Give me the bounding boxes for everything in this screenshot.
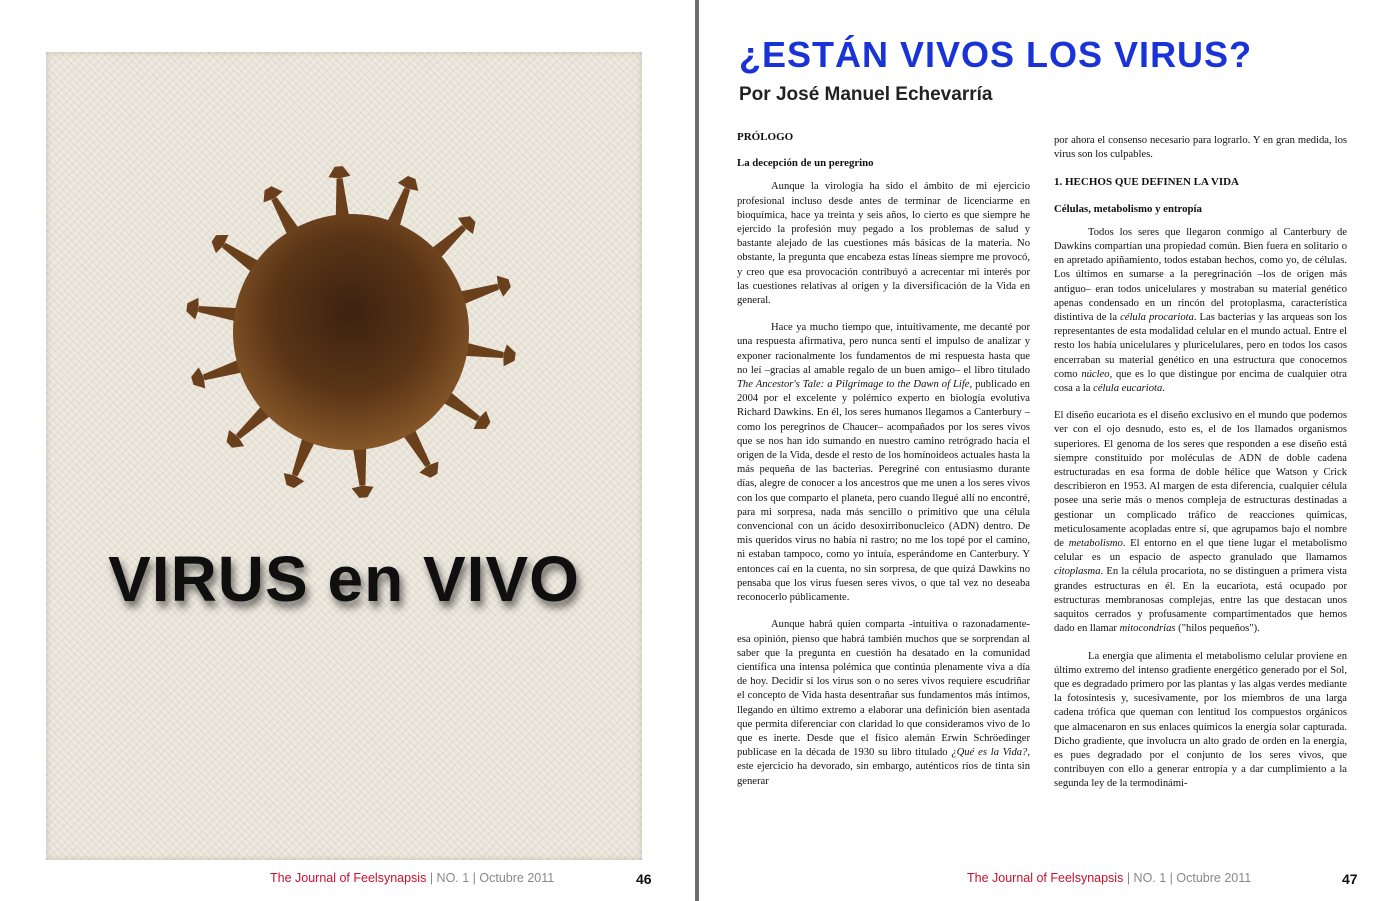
section-subheading: Células, metabolismo y entropía [1054, 202, 1202, 215]
footer-separator: | [426, 871, 437, 885]
footer-separator: | [1123, 871, 1134, 885]
paragraph: Aunque la virología ha sido el ámbito de mi ejercicio profesional incluso desde antes de terminar de licenciarme en bioquímica, hace ya treinta y seis años, lo cierto es que siempre he ejercido la profesión muy pegado a los problemas de salud y bastante alejado de las cuestiones más básicas de la materia. No obstante, la pregunta que encabeza estas líneas siempre me provocó, y creo que esa provocación contribuyó a acrecentar mi interés por las cuestiones relativas al origen y la diversificación de la Vida en general. [737, 181, 1030, 307]
virus-illustration [176, 152, 526, 522]
section-subheading: La decepción de un peregrino [737, 157, 874, 170]
text-column-2 [1054, 134, 1347, 866]
footer-separator: | [1166, 871, 1177, 885]
page-number-right: 47 [1342, 871, 1358, 887]
journal-name: The Journal of Feelsynapsis [270, 871, 427, 885]
paragraph: por ahora el consenso necesario para lograrlo. Y en gran medida, los virus son los culpables. [1054, 135, 1347, 161]
paragraph: El diseño eucariota es el diseño exclusivo en el mundo que podemos ver con el ojo desnudo, esto es, el de los llamados organismos superiores. El genoma de los seres que responden a ese diseño está siempre constituido por moléculas de ADN de doble cadena estructuradas en esa forma de doble hélice que Watson y Crick describieron en 1953. Al margen de esta diferencia, cualquier célula posee una serie más o menos compleja de estructuras destinadas a gestionar un complicado tráfico de reacciones químicas, meticulosamente acopladas entre sí, que agrupamos bajo el nombre de metabolismo. El entorno en el que tiene lugar el metabolismo celular es un espacio de aspecto granulado que llamamos citoplasma. En la célula procariota, no se distinguen a primera vista grandes estructuras en él. En la eucariota, está ocupado por estructuras membranosas complejas, entre las que destacan unos saquitos cerrados y profusamente compartimentados que hemos dado en llamar mitocondrias ("hilos pequeños"). [1054, 410, 1347, 635]
article-byline: Por José Manuel Echevarría [739, 84, 993, 105]
issue-number: NO. 1 [436, 871, 470, 885]
issue-date: Octubre 2011 [479, 871, 555, 885]
book-title: ¿Qué es la Vida? [951, 747, 1028, 759]
paragraph: La energía que alimenta el metabolismo celular proviene en último extremo del intenso gradiente energético generado por el Sol, que es degradado primero por las plantas y las algas verdes mediante la fotosíntesis y, sucesivamente, por los miembros de una larga cadena trófica que queman con lentitud los compuestos orgánicos que almacenaron en sus enlaces químicos la energía solar capturada. Dicho gradiente, que involucra un alto grado de orden en la energía, es pues degradado por el conjunto de los seres vivos, que contribuyen con ello a generar entropía y a dar cumplimiento a la segunda ley de la termodinámi- [1054, 650, 1347, 790]
text-column-1 [737, 130, 1030, 862]
section-heading: 1. HECHOS QUE DEFINEN LA VIDA [1054, 176, 1239, 189]
paragraph: Aunque habrá quien comparta -intuitiva o razonadamente- esa opinión, pienso que habrá también muchos que se sorprendan al saber que la pregunta en cuestión ha desatado en la comunidad científica una intensa polémica que continúa plenamente viva a día de hoy. Decidir si los virus son o no seres vivos requiere escudriñar el concepto de Vida hasta desentrañar sus fundamentos más íntimos, llegando en último extremo a elaborar una definición bien asentada que permita diferenciar con claridad lo que consideramos vivo de lo que es inerte. Desde que el físico alemán Erwin Schröedinger publicase en la década de 1930 su libro titulado ¿Qué es la Vida?, este ejercicio ha devorado, sin embargo, auténticos ríos de tinta sin generar [737, 619, 1030, 787]
issue-date: Octubre 2011 [1176, 871, 1252, 885]
footer-separator: | [469, 871, 480, 885]
footer-left [270, 871, 554, 885]
cover-title: VIRUS en VIVO [108, 543, 580, 615]
right-page [699, 0, 1394, 901]
cover-paper [46, 52, 642, 860]
section-heading: PRÓLOGO [737, 131, 794, 143]
left-page [0, 0, 695, 901]
page-number-left: 46 [636, 871, 652, 887]
book-title: The Ancestor's Tale: a Pilgrimage to the Dawn of Life [737, 379, 970, 391]
journal-name: The Journal of Feelsynapsis [967, 871, 1124, 885]
footer-right [967, 871, 1251, 885]
article-title: ¿ESTÁN VIVOS LOS VIRUS? [739, 34, 1253, 75]
paragraph: Hace ya mucho tiempo que, intuitivamente, me decanté por una respuesta afirmativa, pero nunca sentí el impulso de analizar y exponer racionalmente los fundamentos de mi respuesta hasta que no leí –gracias al amable regalo de un buen amigo– el libro titulado The Ancestor's Tale: a Pilgrimage to the Dawn of Life, publicado en 2004 por el excelente y polémico experto en biología evolutiva Richard Dawkins. En él, los seres humanos llegamos a Canterbury –como los peregrinos de Chaucer– acompañados por los seres vivos que se nos han ido sumando en nuestro camino retrógrado hacia el origen de la Vida, desde el resto de los homínoideos actuales hasta la más pequeña de las bacterias. Peregriné con entusiasmo durante días, alegre de conocer a los ancestros que me unen a los seres vivos con los que comparto el planeta, pero cuando llegué allí no encontré, para mi sorpresa, nada más sencillo o primitivo que una célula convencional con un ácido desoxirribonucleico (ADN) dentro. De mis queridos virus no había ni rastro; no me los topé por el camino, ni estaban tampoco, como yo intuía, esperándome en Canterbury. Y entonces caí en la cuenta, no sin sorpresa, de que quizá Dawkins no pensaba que los virus fuesen seres vivos, o que tal vez no deseaba reconocerlo públicamente. [737, 322, 1030, 604]
paragraph: Todos los seres que llegaron conmigo al Canterbury de Dawkins compartían una propiedad común. Bien fuera en solitario o en apretado apiñamiento, todos estaban hechos, como yo, de células. Los últimos en sumarse a la peregrinación –los de origen más antiguo– eran todos unicelulares y mostraban su material genético apenas condensado en un rincón del protoplasma, característica distintiva de la célula procariota. Las bacterias y las arqueas son los representantes de esta modalidad celular en el mundo actual. Entre el resto los había unicelulares y pluricelulares, pero en todos los casos encerraban su material genético en una estructura que conocemos como núcleo, que es lo que distingue por encima de cualquier otra cosa a la célula eucariota. [1054, 226, 1347, 395]
issue-number: NO. 1 [1133, 871, 1167, 885]
